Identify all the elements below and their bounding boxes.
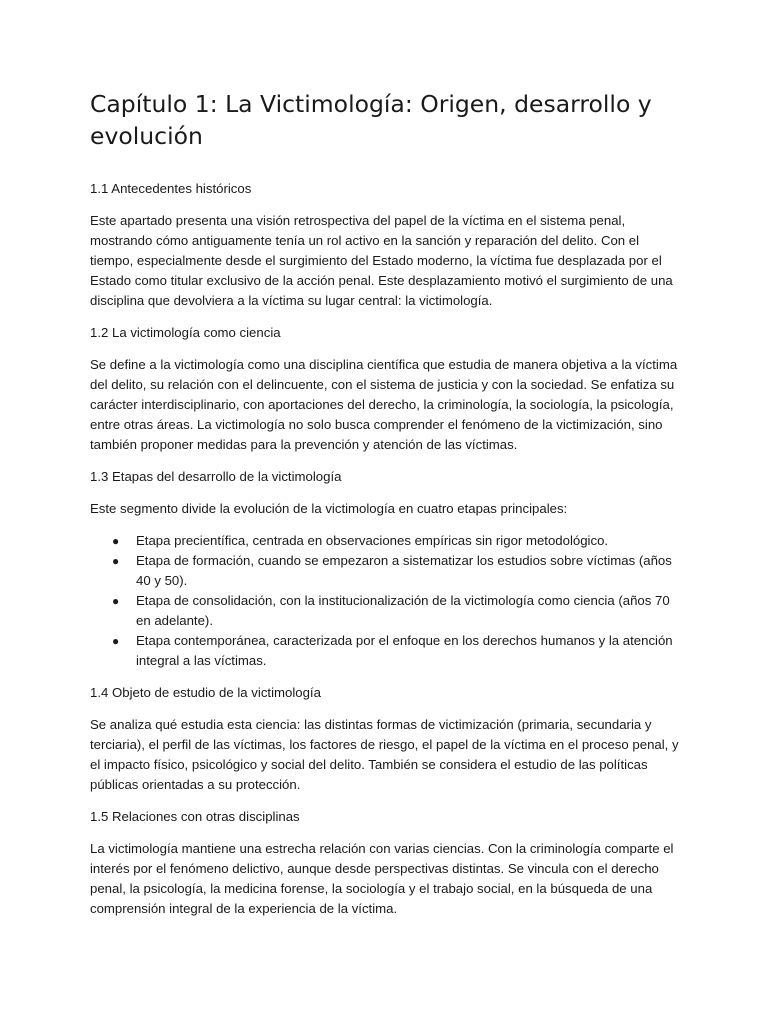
document-page [90,88,680,931]
list-item [90,631,680,671]
section-heading: 1.2 La victimología como ciencia [90,325,281,340]
list-item [90,531,680,551]
section-1-3 [90,467,680,671]
list-item [90,591,680,631]
section-paragraph: Se analiza qué estudia esta ciencia: las distintas formas de victimización (primaria, secundaria y terciaria), el perfil de las víctimas, los factores de riesgo, el papel de la víctima en el proceso penal, y el impacto físico, psicológico y social del delito. También se considera el estudio de las políticas públicas orientadas a su protección. [90,717,679,792]
section-heading: 1.5 Relaciones con otras disciplinas [90,809,300,824]
bullet-icon: ● [112,634,120,648]
bullet-icon: ● [112,534,120,548]
section-heading: 1.1 Antecedentes históricos [90,181,252,196]
section-paragraph: Este apartado presenta una visión retrospectiva del papel de la víctima en el sistema penal, mostrando cómo antiguamente tenía un rol activo en la sanción y reparación del delito. Con el tiempo, especialmente desde el surgimiento del Estado moderno, la víctima fue desplazada por el Estado como titular exclusivo de la acción penal. Este desplazamiento motivó el surgimiento de una disciplina que devolviera a la víctima su lugar central: la victimología. [90,213,673,308]
list-item-text: Etapa contemporánea, caracterizada por el enfoque en los derechos humanos y la atención integral a las víctimas. [136,633,673,668]
section-paragraph: Este segmento divide la evolución de la victimología en cuatro etapas principales: [90,501,568,516]
section-1-1 [90,179,680,311]
section-1-4 [90,683,680,795]
section-paragraph: Se define a la victimología como una disciplina científica que estudia de manera objetiva a la víctima del delito, su relación con el delincuente, con el sistema de justicia y con la sociedad. Se enfatiza su carácter interdisciplinario, con aportaciones del derecho, la criminología, la sociología, la psicología, entre otras áreas. La victimología no solo busca comprender el fenómeno de la victimización, sino también proponer medidas para la prevención y atención de las víctimas. [90,357,678,452]
section-paragraph: La victimología mantiene una estrecha relación con varias ciencias. Con la criminología comparte el interés por el fenómeno delictivo, aunque desde perspectivas distintas. Se vincula con el derecho penal, la psicología, la medicina forense, la sociología y el trabajo social, en la búsqueda de una comprensión integral de la experiencia de la víctima. [90,841,674,916]
list-item-text: Etapa precientífica, centrada en observaciones empíricas sin rigor metodológico. [136,533,609,548]
list-item [90,551,680,591]
list-item-text: Etapa de consolidación, con la institucionalización de la victimología como ciencia (años 70 en adelante). [136,593,670,628]
section-heading: 1.3 Etapas del desarrollo de la victimología [90,469,342,484]
bullet-icon: ● [112,594,120,608]
page-title: Capítulo 1: La Victimología: Origen, desarrollo y evolución [90,90,652,150]
list-item-text: Etapa de formación, cuando se empezaron a sistematizar los estudios sobre víctimas (años 40 y 50). [136,553,672,588]
section-1-5 [90,807,680,919]
bullet-icon: ● [112,554,120,568]
stages-list [90,531,680,671]
section-1-2 [90,323,680,455]
section-heading: 1.4 Objeto de estudio de la victimología [90,685,321,700]
